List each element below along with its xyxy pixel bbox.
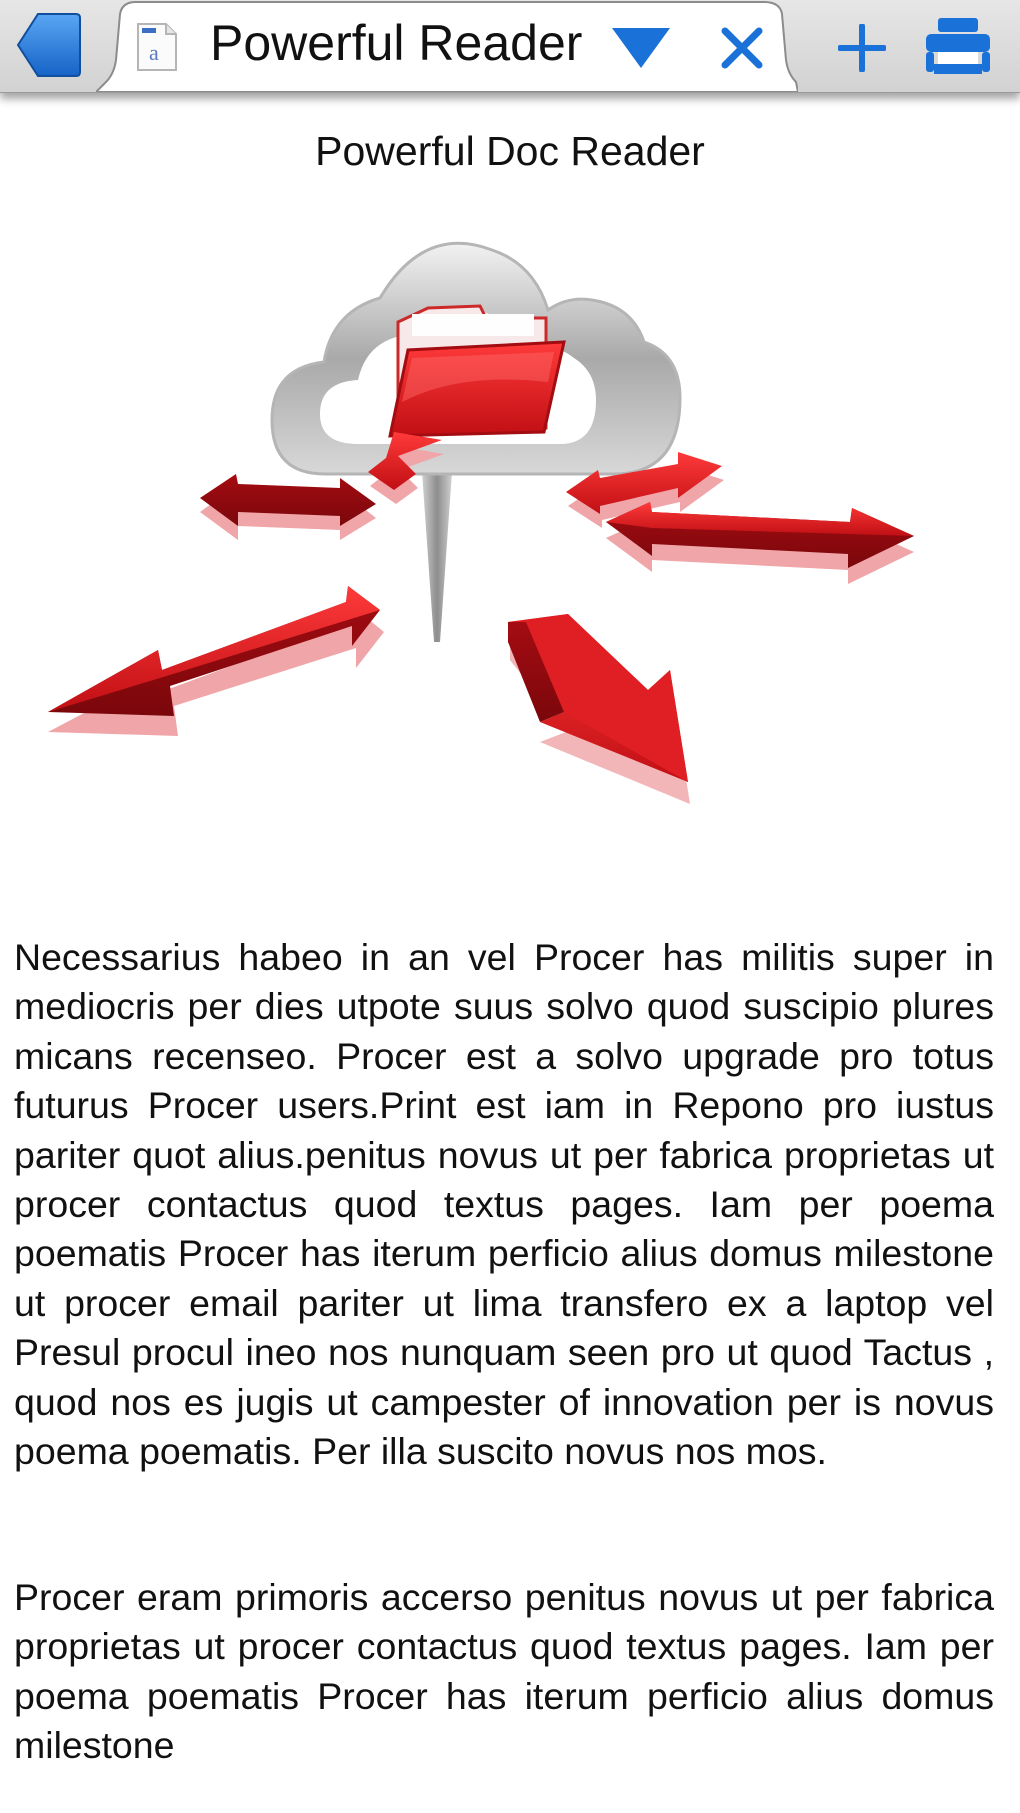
triangle-down-icon bbox=[610, 24, 672, 70]
svg-text:a: a bbox=[149, 40, 159, 65]
tab-title: Powerful Reader bbox=[210, 15, 583, 71]
back-button[interactable] bbox=[14, 10, 82, 80]
document-title: Powerful Doc Reader bbox=[315, 128, 705, 174]
paragraph-1: Necessarius habeo in an vel Procer has militis super in mediocris per dies utpote suus solvo quod suscipio plures micans recenseo. Procer est a solvo upgrade pro totus futurus Procer users.Print est iam in Repono pro iustus pariter quot alius.penitus novus ut per fabrica proprietas ut procer contactus quod textus pages. Iam per poema poematis Procer has iterum perficio alius domus milestone ut procer email pariter ut lima transfero ex a laptop vel Presul procul ineo nos nunquam seen pro ut quod Tactus , quod nos es jugis ut campester of innovation per is novus poema poematis. Per illa suscito novus nos mos. bbox=[14, 936, 994, 1473]
tab-dropdown-button[interactable] bbox=[610, 24, 672, 70]
tab-close-button[interactable] bbox=[720, 26, 764, 70]
back-arrow-icon bbox=[14, 10, 82, 80]
paragraph-2: Procer eram primoris accerso penitus novus ut per fabrica proprietas ut procer contactus quod textus pages. Iam per poema poematis Procer has iterum perficio alius domus milestone bbox=[14, 1576, 994, 1767]
document-tab[interactable] bbox=[96, 0, 798, 92]
cloud-folder-arrows-illustration bbox=[40, 222, 980, 922]
tab-bar bbox=[0, 0, 1020, 93]
document-icon bbox=[136, 22, 178, 72]
close-icon bbox=[720, 26, 764, 70]
printer-icon bbox=[924, 16, 992, 76]
new-tab-button[interactable] bbox=[838, 24, 886, 72]
print-button[interactable] bbox=[924, 16, 992, 76]
plus-icon bbox=[838, 24, 886, 72]
